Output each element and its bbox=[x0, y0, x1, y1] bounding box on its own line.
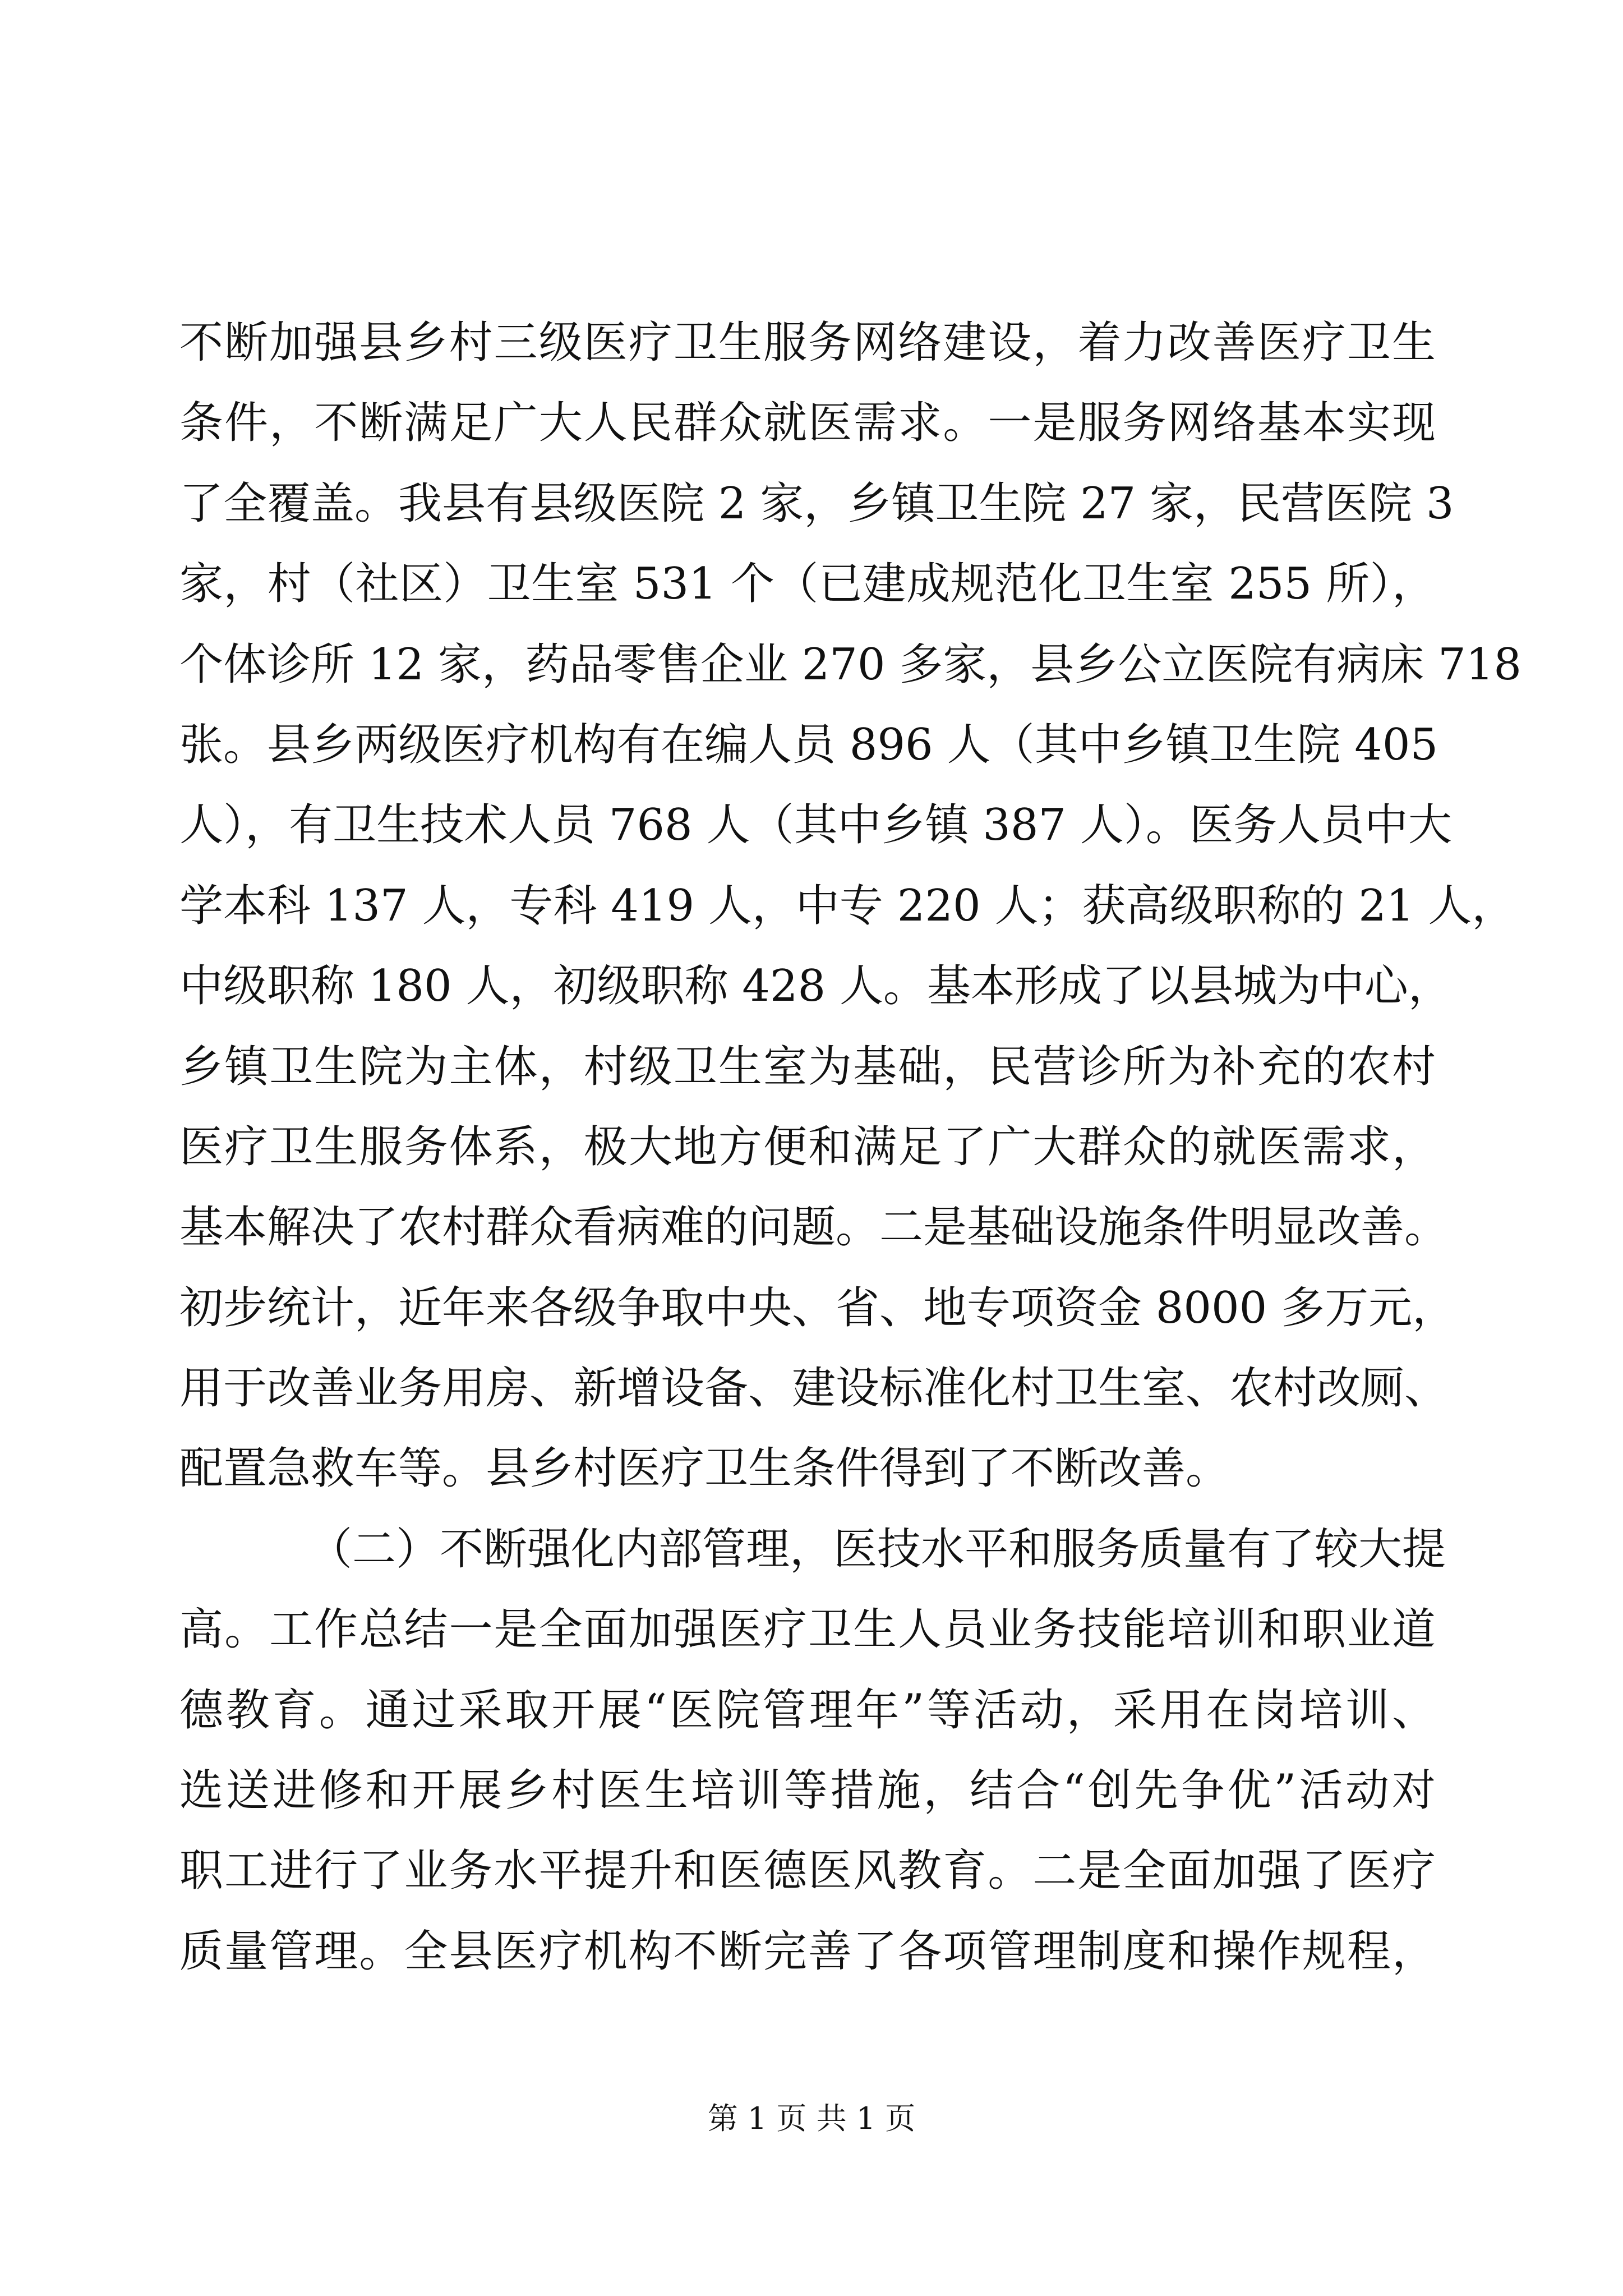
text-line: 中级职称 180 人，初级职称 428 人。基本形成了以县城为中心， bbox=[179, 961, 1452, 1012]
text-line: 张。县乡两级医疗机构有在编人员 896 人（其中乡镇卫生院 405 bbox=[179, 719, 1438, 770]
text-line: 质量管理。全县医疗机构不断完善了各项管理制度和操作规程， bbox=[179, 1926, 1436, 1977]
text-line: 高。工作总结一是全面加强医疗卫生人员业务技能培训和职业道 bbox=[179, 1604, 1436, 1655]
text-line: 基本解决了农村群众看病难的问题。二是基础设施条件明显改善。 bbox=[179, 1202, 1449, 1253]
text-line: 家，村（社区）卫生室 531 个（已建成规范化卫生室 255 所）， bbox=[179, 559, 1436, 610]
text-line: 乡镇卫生院为主体，村级卫生室为基础，民营诊所为补充的农村 bbox=[179, 1041, 1436, 1092]
text-line: 医疗卫生服务体系，极大地方便和满足了广大群众的就医需求， bbox=[179, 1121, 1436, 1172]
text-line: 人），有卫生技术人员 768 人（其中乡镇 387 人）。医务人员中大 bbox=[179, 800, 1452, 851]
text-line: 了全覆盖。我县有县级医院 2 家，乡镇卫生院 27 家，民营医院 3 bbox=[179, 478, 1454, 529]
text-line: 条件，不断满足广大人民群众就医需求。一是服务网络基本实现 bbox=[179, 398, 1436, 449]
text-line: 配置急救车等。县乡村医疗卫生条件得到了不断改善。 bbox=[179, 1443, 1230, 1494]
text-line: 选送进修和开展乡村医生培训等措施，结合“创先争优”活动对 bbox=[179, 1765, 1436, 1816]
text-line: 职工进行了业务水平提升和医德医风教育。二是全面加强了医疗 bbox=[179, 1846, 1436, 1897]
text-line: 不断加强县乡村三级医疗卫生服务网络建设，着力改善医疗卫生 bbox=[179, 318, 1436, 368]
text-line: 学本科 137 人，专科 419 人，中专 220 人；获高级职称的 21 人， bbox=[179, 880, 1516, 931]
text-line: 初步统计，近年来各级争取中央、省、地专项资金 8000 多万元， bbox=[179, 1282, 1456, 1333]
text-line: 用于改善业务用房、新增设备、建设标准化村卫生室、农村改厕、 bbox=[179, 1363, 1449, 1414]
page-footer: 第 1 页 共 1 页 bbox=[707, 2101, 916, 2136]
text-line: 德教育。通过采取开展“医院管理年”等活动，采用在岗培训、 bbox=[179, 1685, 1436, 1736]
text-line: 个体诊所 12 家，药品零售企业 270 多家，县乡公立医院有病床 718 bbox=[179, 639, 1521, 690]
text-line: （二）不断强化内部管理，医技水平和服务质量有了较大提 bbox=[308, 1524, 1446, 1575]
body-text bbox=[179, 303, 1521, 1992]
